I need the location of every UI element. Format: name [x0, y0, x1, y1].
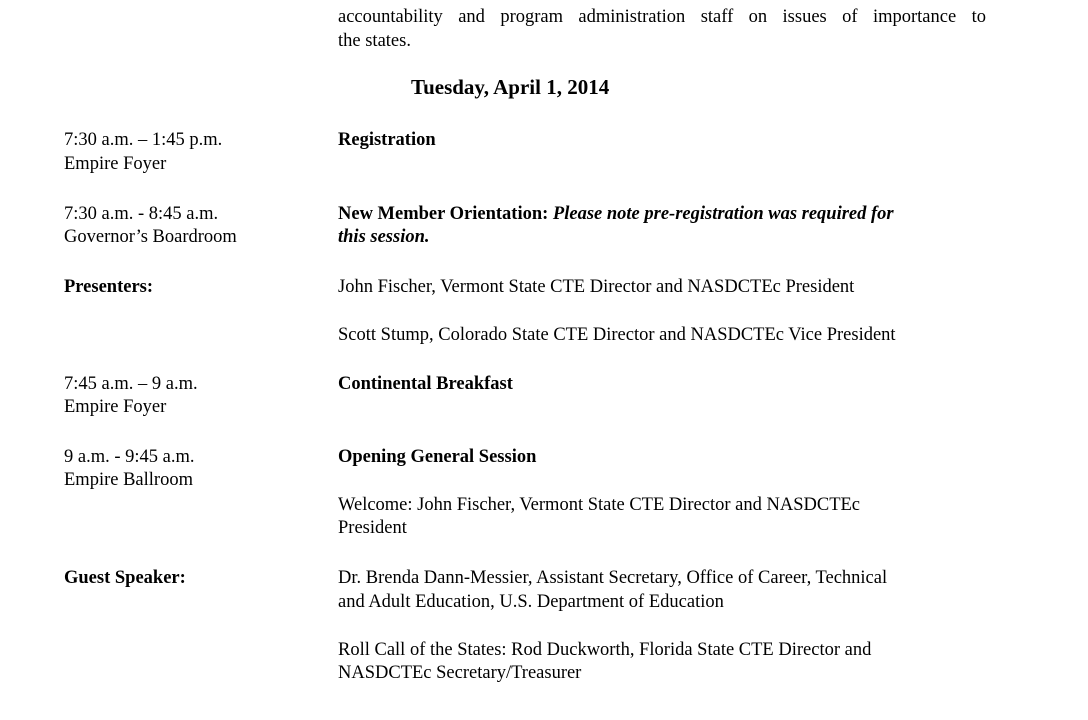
session-time: 7:30 a.m. - 8:45 a.m.: [64, 204, 219, 224]
session-location: Empire Foyer: [64, 154, 167, 174]
session-note-continued: this session.: [338, 227, 430, 247]
welcome-line: President: [338, 518, 407, 538]
session-time: 7:45 a.m. – 9 a.m.: [64, 374, 198, 394]
day-heading: Tuesday, April 1, 2014: [411, 75, 610, 99]
session-time: 9 a.m. - 9:45 a.m.: [64, 447, 195, 467]
intro-text-line: accountability and program administration staff on issues of importance to: [338, 7, 986, 27]
roll-call-line: Roll Call of the States: Rod Duckworth, Florida State CTE Director and: [338, 640, 872, 660]
session-title: Opening General Session: [338, 447, 537, 467]
session-location: Empire Ballroom: [64, 470, 193, 490]
roll-call-line: NASDCTEc Secretary/Treasurer: [338, 663, 582, 683]
guest-speaker-line: Dr. Brenda Dann-Messier, Assistant Secretary, Office of Career, Technical: [338, 568, 888, 588]
intro-text-line: the states.: [338, 31, 411, 51]
guest-speaker-line: and Adult Education, U.S. Department of Education: [338, 592, 724, 612]
presenter-entry: John Fischer, Vermont State CTE Director and NASDCTEc President: [338, 277, 855, 297]
session-time: 7:30 a.m. – 1:45 p.m.: [64, 130, 223, 150]
presenter-entry: Scott Stump, Colorado State CTE Director and NASDCTEc Vice President: [338, 325, 896, 345]
session-location: Governor’s Boardroom: [64, 227, 237, 247]
session-title: Registration: [338, 130, 436, 150]
welcome-line: Welcome: John Fischer, Vermont State CTE Director and NASDCTEc: [338, 495, 861, 515]
guest-speaker-label: Guest Speaker:: [64, 568, 186, 588]
session-note: Please note pre-registration was required for: [552, 204, 894, 224]
session-location: Empire Foyer: [64, 397, 167, 417]
session-title-line: [338, 203, 894, 227]
session-title: New Member Orientation:: [338, 204, 549, 224]
presenters-label: Presenters:: [64, 277, 154, 297]
session-title: Continental Breakfast: [338, 374, 513, 394]
